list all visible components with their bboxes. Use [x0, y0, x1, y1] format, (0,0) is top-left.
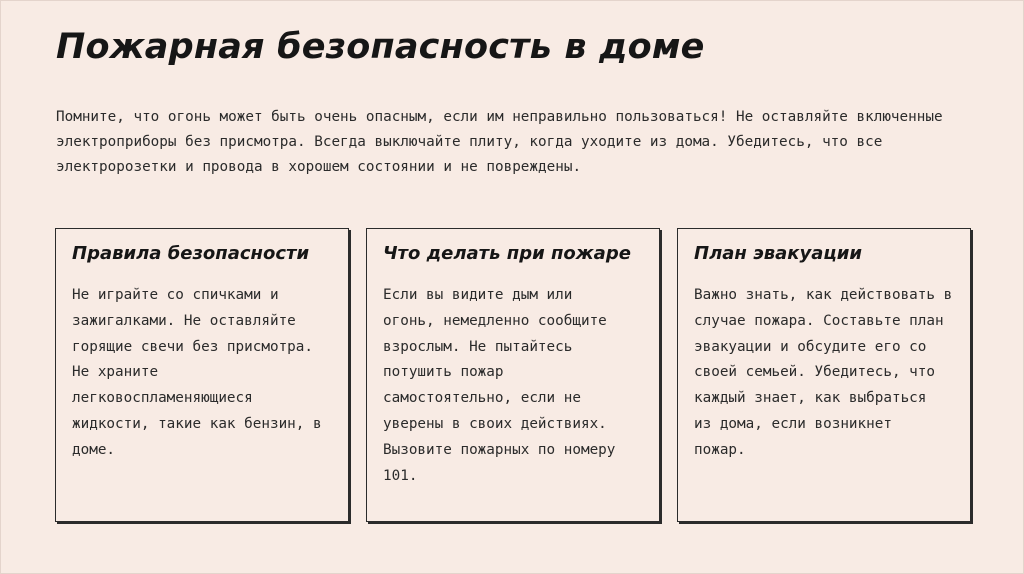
card-text-line: легковоспламеняющиеся — [72, 390, 253, 407]
card-text-line: случае пожара. Составьте план — [694, 312, 944, 329]
card-title: Правила безопасности — [72, 243, 310, 264]
card-text-line: взрослым. Не пытайтесь — [383, 338, 573, 355]
intro-paragraph: Помните, что огонь может быть очень опасным, если им неправильно пользоваться! Не оставляйте включенные электроприборы без присмотра. Всегда выключайте плиту, когда уходите из дома. Убедитесь, что все электророзетки и провода в хорошем состоянии и не повреждены. — [56, 109, 943, 175]
card-text-line: Вызовите пожарных по номеру — [383, 441, 616, 458]
card-text-line: жидкости, такие как бензин, в — [72, 415, 322, 432]
card-text-line: самостоятельно, если не — [383, 390, 581, 407]
slide-title: Пожарная безопасность в доме — [56, 27, 705, 67]
card-text-line: зажигалками. Не оставляйте — [72, 312, 296, 329]
card-text-line: своей семьей. Убедитесь, что — [694, 364, 936, 381]
card-text-line: 101. — [383, 467, 418, 484]
card-text-line: каждый знает, как выбраться — [694, 390, 927, 407]
card-text — [694, 283, 962, 464]
card-text-line: эвакуации и обсудите его со — [694, 338, 927, 355]
card-title: План эвакуации — [694, 243, 862, 264]
card-text-line: потушить пожар — [383, 364, 504, 381]
card-text-line: Не храните — [72, 364, 159, 381]
card-safety-rules — [55, 228, 349, 522]
card-evacuation-plan — [677, 228, 971, 522]
card-fire-actions — [366, 228, 660, 522]
card-text-line: Не играйте со спичками и — [72, 287, 279, 303]
card-text-line: уверены в своих действиях. — [383, 415, 607, 432]
card-text — [72, 283, 340, 464]
card-title: Что делать при пожаре — [383, 243, 631, 264]
card-text-line: пожар. — [694, 441, 746, 458]
card-text-line: Если вы видите дым или — [383, 287, 573, 303]
card-text-line: огонь, немедленно сообщите — [383, 312, 607, 329]
card-text — [383, 283, 651, 489]
card-text-line: из дома, если возникнет — [694, 415, 892, 432]
card-text-line: горящие свечи без присмотра. — [72, 338, 314, 355]
card-text-line: доме. — [72, 441, 116, 458]
card-text-line: Важно знать, как действовать в — [694, 287, 953, 303]
